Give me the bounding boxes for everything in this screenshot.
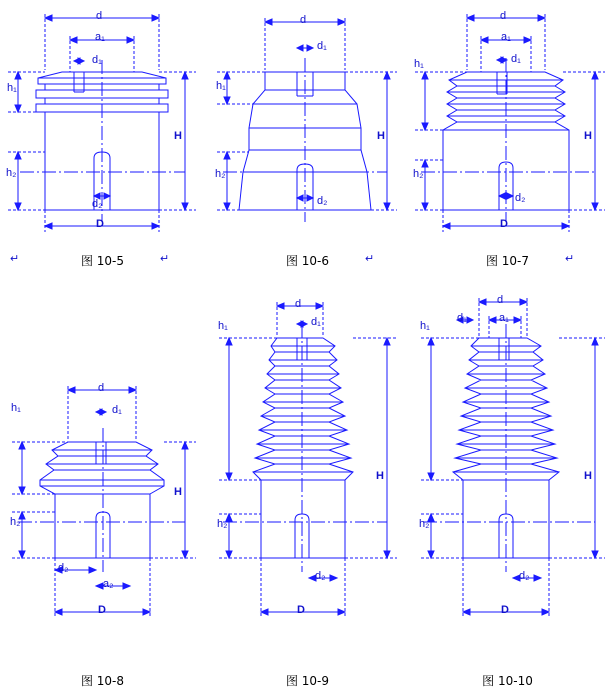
dim-label-d: d: [500, 10, 507, 22]
dim-label-H: H: [377, 130, 385, 142]
figure-caption-10-10: 图 10-10: [482, 674, 533, 688]
dim-label-h2: h₂: [413, 168, 424, 180]
dim-label-D: D: [96, 218, 104, 230]
dim-label-h1: h₁: [11, 402, 21, 414]
dim-label-d1: d₁: [457, 312, 467, 324]
dim-label-h1: h₁: [216, 80, 226, 92]
dim-label-a1: a₁: [501, 31, 511, 43]
figure-caption-10-5: 图 10-5: [80, 254, 125, 268]
dim-label-H: H: [584, 470, 592, 482]
dim-label-h1: h₁: [420, 320, 430, 332]
dim-label-a1: a₁: [499, 312, 509, 324]
dim-label-a2: a₂: [103, 578, 114, 590]
dim-label-h2: h₂: [6, 167, 17, 179]
dim-label-D: D: [500, 218, 508, 230]
dim-label-H: H: [174, 130, 182, 142]
dim-label-D: D: [98, 604, 106, 616]
dim-label-d2: d₂: [519, 570, 530, 582]
dim-label-D: D: [297, 604, 305, 616]
dim-label-h2: h₂: [10, 516, 21, 528]
pilcrow-mark-3: ↵: [565, 253, 575, 265]
figure-10-9: [205, 290, 405, 670]
figure-10-10: [405, 290, 616, 670]
figure-10-6-drawing: [205, 0, 405, 250]
dim-label-d1: d₁: [317, 40, 327, 52]
dim-label-d1: d₁: [511, 53, 521, 65]
dim-label-d: d: [98, 382, 105, 394]
pilcrow-mark-2: ↵: [365, 253, 375, 265]
dim-label-h2: h₂: [217, 518, 228, 530]
dim-label-d: d: [300, 14, 307, 26]
figure-10-7: [405, 0, 616, 250]
dim-label-d2: d₂: [515, 192, 526, 204]
figure-10-5: [0, 0, 205, 250]
dim-label-d2: d₂: [317, 195, 328, 207]
dim-label-h2: h₂: [215, 168, 226, 180]
dim-label-d2: d₂: [92, 198, 103, 210]
dim-label-d1: d₁: [92, 54, 102, 66]
figure-caption-10-9: 图 10-9: [285, 674, 330, 688]
dim-label-d: d: [96, 10, 103, 22]
dim-label-h1: h₁: [218, 320, 228, 332]
dim-label-d: d: [295, 298, 302, 310]
pilcrow-mark-1: ↵: [160, 253, 170, 265]
figure-10-9-drawing: [205, 290, 405, 670]
dim-label-H: H: [584, 130, 592, 142]
pilcrow-mark-0: ↵: [10, 253, 20, 265]
dim-label-d: d: [497, 294, 504, 306]
dim-label-d1: d₁: [112, 404, 122, 416]
dim-label-a1: a₁: [95, 31, 105, 43]
dim-label-d1: d₁: [311, 316, 321, 328]
dim-label-D: D: [501, 604, 509, 616]
dim-label-h1: h₁: [7, 82, 17, 94]
figure-10-6: [205, 0, 405, 250]
dim-label-H: H: [174, 486, 182, 498]
figure-10-8: [0, 290, 205, 670]
figure-caption-10-7: 图 10-7: [485, 254, 530, 268]
figure-caption-10-6: 图 10-6: [285, 254, 330, 268]
dim-label-h1: h₁: [414, 58, 424, 70]
figure-caption-10-8: 图 10-8: [80, 674, 125, 688]
dim-label-h2: h₂: [419, 518, 430, 530]
dim-label-d2: d₂: [58, 562, 69, 574]
dim-label-d2: d₂: [315, 570, 326, 582]
dim-label-H: H: [376, 470, 384, 482]
